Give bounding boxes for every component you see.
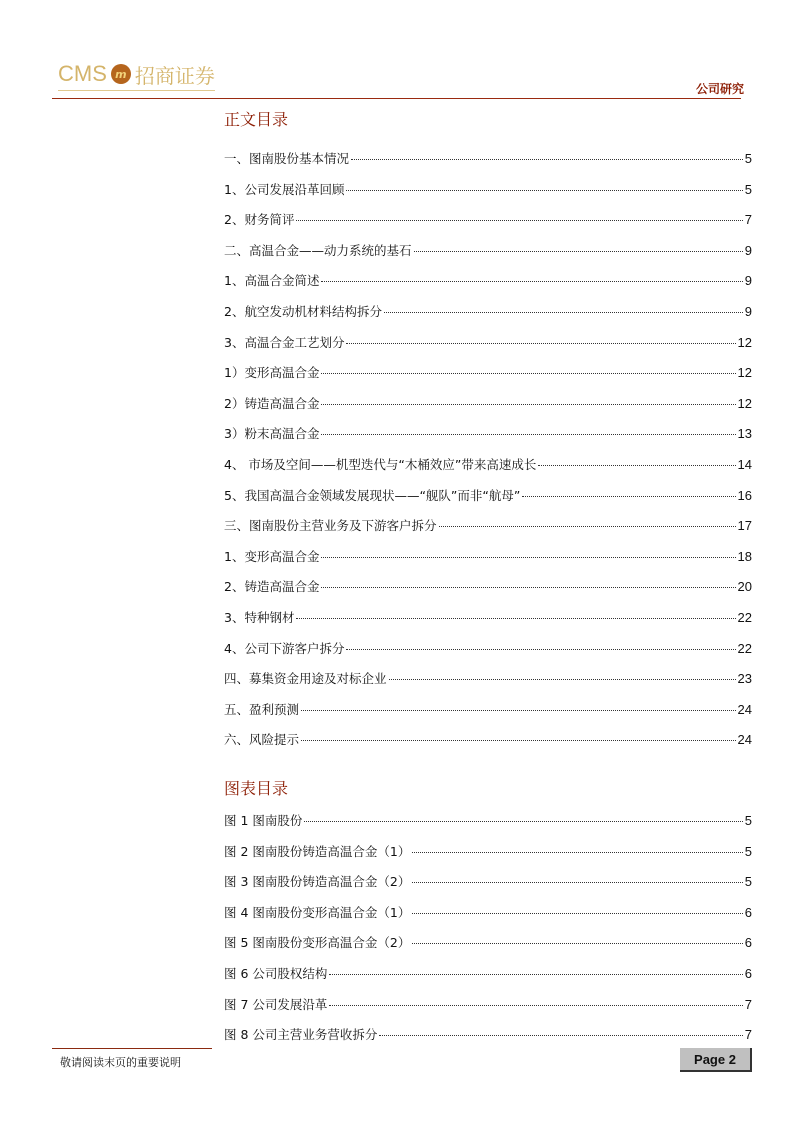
dot-leader (389, 679, 736, 680)
entry-page: 5 (744, 874, 752, 890)
entry-page: 18 (737, 548, 752, 564)
report-category: 公司研究 (695, 82, 744, 96)
entry-page: 12 (737, 365, 752, 381)
toc-entry[interactable] (224, 149, 752, 165)
figure-entry[interactable] (224, 842, 752, 858)
dot-leader (321, 281, 742, 282)
entry-label: 图 2 图南股份铸造高温合金（1） (224, 843, 411, 859)
entry-page: 22 (737, 640, 752, 656)
entry-label: 六、风险提示 (224, 732, 300, 748)
dot-leader (321, 373, 735, 374)
entry-page: 6 (744, 935, 752, 951)
toc-entry[interactable] (224, 669, 752, 685)
dot-leader (379, 1035, 742, 1036)
figures-title: 图表目录 (224, 779, 289, 798)
dot-leader (346, 190, 742, 191)
logo-chinese: 招商证券 (134, 63, 215, 88)
toc-entry[interactable] (224, 363, 752, 379)
entry-page: 5 (744, 181, 752, 197)
entry-label: 2、财务简评 (224, 212, 295, 228)
dot-leader (321, 587, 735, 588)
entry-label: 四、募集资金用途及对标企业 (224, 671, 387, 687)
entry-label: 5、我国高温合金领域发展现状——“舰队”而非“航母” (224, 487, 521, 503)
entry-page: 9 (744, 273, 752, 289)
entry-label: 图 5 图南股份变形高温合金（2） (224, 935, 411, 951)
figure-entry[interactable] (224, 933, 752, 949)
dot-leader (522, 496, 735, 497)
entry-page: 12 (737, 395, 752, 411)
entry-page: 16 (737, 487, 752, 503)
dot-leader (346, 343, 735, 344)
dot-leader (412, 852, 742, 853)
dot-leader (412, 882, 742, 883)
entry-page: 12 (737, 334, 752, 350)
entry-label: 3、特种钢材 (224, 610, 295, 625)
entry-page: 23 (737, 671, 752, 687)
dot-leader (538, 465, 735, 466)
entry-page: 20 (737, 579, 752, 595)
page-number: Page 2 (680, 1048, 752, 1072)
dot-leader (414, 251, 743, 252)
entry-label: 三、图南股份主营业务及下游客户拆分 (224, 518, 437, 534)
dot-leader (384, 312, 743, 313)
entry-page: 17 (737, 518, 752, 534)
toc-entry[interactable] (224, 516, 752, 532)
entry-label: 图 4 图南股份变形高温合金（1） (224, 904, 411, 920)
entry-page: 7 (744, 996, 752, 1012)
entry-label: 1、变形高温合金 (224, 548, 320, 564)
figure-entry[interactable] (224, 872, 752, 888)
entry-page: 5 (744, 843, 752, 859)
header-divider (52, 98, 741, 99)
toc-title: 正文目录 (224, 110, 289, 129)
toc-entry[interactable] (224, 333, 752, 349)
entry-label: 一、图南股份基本情况 (224, 151, 350, 166)
toc-entry[interactable] (224, 302, 752, 318)
footer-disclaimer: 敬请阅读末页的重要说明 (60, 1056, 181, 1069)
entry-page: 7 (744, 212, 752, 228)
entry-label: 二、高温合金——动力系统的基石 (224, 242, 412, 258)
entry-label: 1、公司发展沿革回顾 (224, 181, 345, 197)
toc-entry[interactable] (224, 394, 752, 410)
dot-leader (296, 618, 735, 619)
toc-entry[interactable] (224, 241, 752, 257)
entry-label: 2）铸造高温合金 (224, 395, 320, 411)
entry-label: 1）变形高温合金 (224, 365, 320, 381)
entry-page: 7 (744, 1027, 752, 1043)
dot-leader (296, 220, 742, 221)
dot-leader (412, 913, 742, 914)
dot-leader (346, 649, 735, 650)
entry-label: 图 6 公司股权结构 (224, 966, 328, 981)
figure-entry[interactable] (224, 964, 752, 980)
toc-entry[interactable] (224, 608, 752, 624)
entry-label: 4、公司下游客户拆分 (224, 640, 345, 656)
logo-latin: CMS (58, 61, 107, 86)
entry-label: 图 3 图南股份铸造高温合金（2） (224, 874, 411, 890)
dot-leader (329, 1005, 742, 1006)
entry-label: 1、高温合金简述 (224, 273, 320, 289)
dot-leader (321, 557, 735, 558)
entry-page: 14 (737, 457, 752, 472)
dot-leader (301, 710, 736, 711)
entry-label: 4、 市场及空间——机型迭代与“木桶效应”带来高速成长 (224, 457, 537, 472)
dot-leader (304, 821, 742, 822)
figure-entry[interactable] (224, 903, 752, 919)
entry-label: 2、航空发动机材料结构拆分 (224, 304, 382, 319)
cms-logo (58, 60, 215, 91)
entry-label: 五、盈利预测 (224, 701, 300, 717)
toc-entry[interactable] (224, 730, 752, 746)
entry-label: 图 1 图南股份 (224, 813, 303, 828)
figure-entry[interactable] (224, 811, 752, 827)
dot-leader (412, 943, 742, 944)
entry-page: 9 (744, 242, 752, 258)
entry-page: 5 (744, 813, 752, 828)
toc-entry[interactable] (224, 577, 752, 593)
dot-leader (321, 434, 735, 435)
entry-page: 6 (744, 966, 752, 981)
toc-entry[interactable] (224, 639, 752, 655)
entry-label: 图 7 公司发展沿革 (224, 996, 328, 1012)
toc-entry[interactable] (224, 547, 752, 563)
entry-page: 6 (744, 904, 752, 920)
logo-badge-icon: m (111, 64, 131, 84)
entry-page: 24 (737, 732, 752, 748)
entry-page: 22 (737, 610, 752, 625)
entry-page: 9 (744, 304, 752, 319)
dot-leader (301, 740, 736, 741)
figure-entry[interactable] (224, 995, 752, 1011)
entry-page: 5 (744, 151, 752, 166)
figure-entry[interactable] (224, 1025, 752, 1041)
toc-entry[interactable] (224, 210, 752, 226)
toc-entry[interactable] (224, 455, 752, 471)
toc-entry[interactable] (224, 271, 752, 287)
toc-entry[interactable] (224, 424, 752, 440)
entry-label: 2、铸造高温合金 (224, 579, 320, 595)
entry-page: 24 (737, 701, 752, 717)
entry-label: 3）粉末高温合金 (224, 426, 320, 442)
toc-entry[interactable] (224, 700, 752, 716)
entry-label: 图 8 公司主营业务营收拆分 (224, 1027, 378, 1043)
dot-leader (321, 404, 735, 405)
entry-label: 3、高温合金工艺划分 (224, 334, 345, 350)
dot-leader (351, 159, 743, 160)
toc-entry[interactable] (224, 486, 752, 502)
dot-leader (329, 974, 742, 975)
toc-entry[interactable] (224, 180, 752, 196)
footer-divider (52, 1048, 212, 1049)
dot-leader (439, 526, 736, 527)
entry-page: 13 (737, 426, 752, 442)
